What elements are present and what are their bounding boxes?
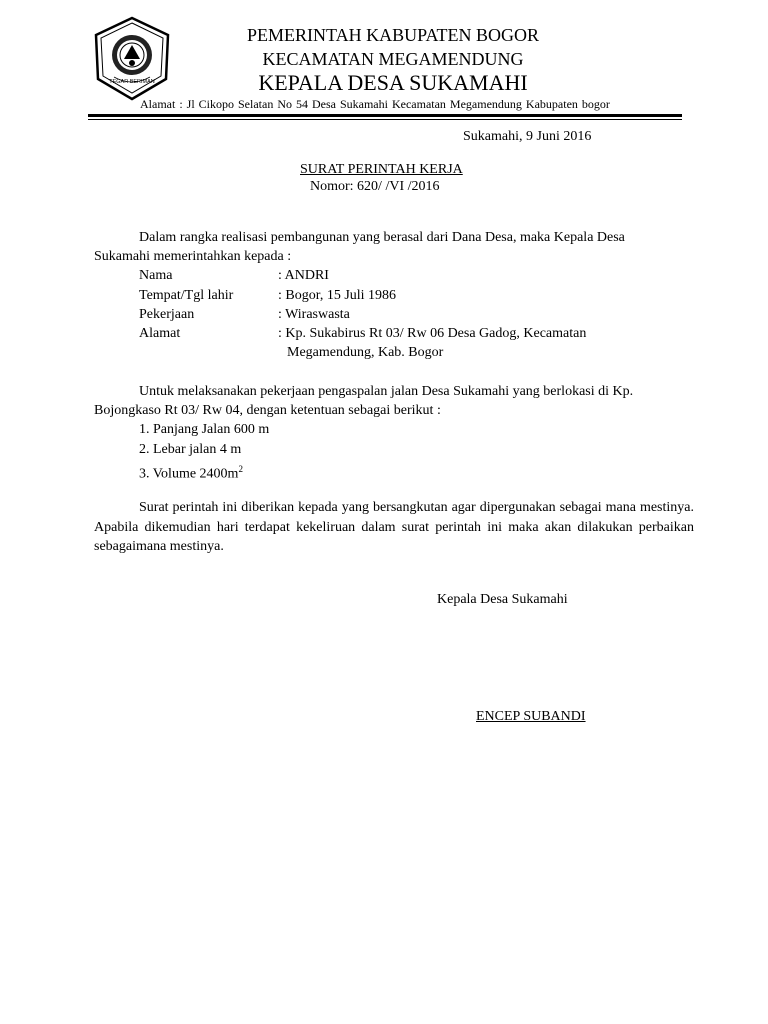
field-label-nama: Nama [139, 268, 173, 283]
field-value-address-cont: Megamendung, Kab. Bogor [287, 345, 444, 360]
spec-volume-superscript: 2 [238, 464, 243, 474]
field-value-birth: : Bogor, 15 Juli 1986 [278, 288, 397, 303]
letter-title: SURAT PERINTAH KERJA [300, 162, 463, 177]
field-value-nama: : ANDRI [278, 268, 329, 283]
field-value-address: : Kp. Sukabirus Rt 03/ Rw 06 Desa Gadog, Kecamatan [278, 326, 587, 341]
task-line-2: Bojongkaso Rt 03/ Rw 04, dengan ketentuan sebagai berikut : [94, 403, 441, 418]
signature-position: Kepala Desa Sukamahi [437, 592, 568, 607]
intro-line-2: Sukamahi memerintahkan kepada : [94, 249, 292, 264]
spec-volume-text: 3. Volume 2400m [139, 466, 239, 482]
field-label-occupation: Pekerjaan [139, 307, 195, 322]
spec-volume [139, 460, 243, 484]
letterhead-rule-thick [88, 114, 682, 117]
letterhead-government: PEMERINTAH KABUPATEN BOGOR [247, 25, 539, 45]
bogor-regency-emblem [92, 15, 172, 101]
letterhead-district: KECAMATAN MEGAMENDUNG [262, 49, 524, 69]
intro-line-1: Dalam rangka realisasi pembangunan yang berasal dari Dana Desa, maka Kepala Desa [139, 230, 625, 245]
emblem-caption: TEGAR BERIMAN [109, 79, 155, 85]
closing-paragraph: Surat perintah ini diberikan kepada yang bersangkutan agar dipergunakan sebagai mana mestinya. Apabila dikemudian hari terdapat kekeliruan dalam surat perintah ini maka akan dilakukan perbaikan sebagaimana mestinya. [94, 500, 694, 554]
task-line-1: Untuk melaksanakan pekerjaan pengaspalan jalan Desa Sukamahi yang berlokasi di Kp. [139, 384, 634, 399]
field-label-birth: Tempat/Tgl lahir [139, 288, 234, 303]
field-label-address: Alamat [139, 326, 181, 341]
letterhead-address: Alamat : Jl Cikopo Selatan No 54 Desa Sukamahi Kecamatan Megamendung Kabupaten bogor [140, 97, 610, 111]
spec-width: 2. Lebar jalan 4 m [139, 442, 242, 457]
spec-length: 1. Panjang Jalan 600 m [139, 422, 270, 437]
field-value-occupation: : Wiraswasta [278, 307, 350, 322]
letterhead-village-head: KEPALA DESA SUKAMAHI [258, 70, 528, 95]
letter-number: Nomor: 620/ /VI /2016 [310, 179, 440, 194]
date-line: Sukamahi, 9 Juni 2016 [463, 129, 592, 144]
letterhead-rule-thin [88, 119, 682, 120]
signature-name: ENCEP SUBANDI [476, 709, 586, 724]
